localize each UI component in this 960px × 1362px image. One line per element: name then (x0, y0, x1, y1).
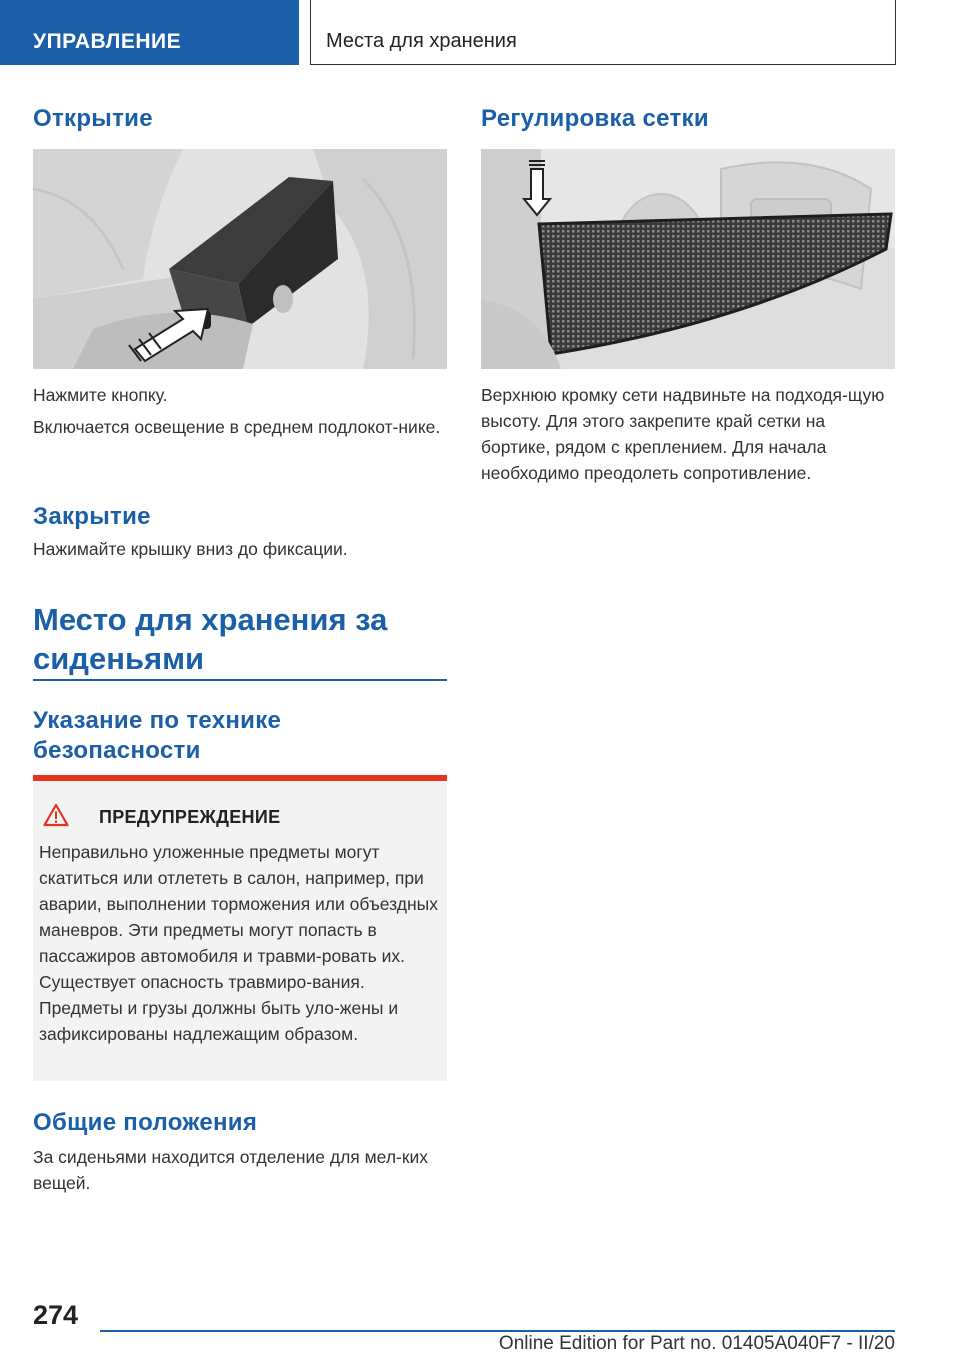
closing-heading: Закрытие (33, 503, 151, 530)
storage-heading-rule (33, 679, 447, 681)
header-chapter-box (310, 0, 896, 65)
footer-rule (100, 1330, 895, 1332)
net-photo (481, 149, 895, 369)
warning-box (33, 775, 447, 1081)
storage-heading: Место для хранения за сиденьями (33, 602, 388, 676)
closing-text-1: Нажимайте крышку вниз до фиксации. (33, 539, 348, 559)
footer-edition: Online Edition for Part no. 01405A040F7 - II/20 (498, 1333, 895, 1354)
warning-triangle-icon (43, 803, 69, 827)
net-illustration (481, 149, 895, 369)
opening-heading: Открытие (33, 105, 153, 132)
net-heading: Регулировка сетки (481, 105, 709, 132)
general-text-1: За сиденьями находится отделение для мел‐ких вещей. (33, 1147, 429, 1193)
safety-heading: Указание по технике безопасности (33, 707, 282, 764)
header-section-tab (0, 0, 299, 65)
header-section-label: УПРАВЛЕНИЕ (33, 30, 182, 53)
warning-label: ПРЕДУПРЕЖДЕНИЕ (99, 807, 281, 827)
warning-text: Неправильно уложенные предметы могут скатиться или отлететь в салон, например, при аварии, выполнении торможения или объездных маневров. Эти предметы могут попасть в пассажиров автомобиля и травми‐ровать их. Существует опасность травмиро‐вания. Предметы и грузы должны быть уло‐жены и зафиксированы надлежащим образом. (39, 842, 438, 1044)
opening-text-1: Нажмите кнопку. (33, 385, 168, 405)
page-number: 274 (33, 1300, 79, 1330)
opening-text-2: Включается освещение в среднем подлокот‐нике. (33, 417, 441, 437)
net-text-1: Верхнюю кромку сети надвиньте на подходя‐щую высоту. Для этого закрепите край сетки на бортике, рядом с креплением. Для начала необходимо преодолеть сопротивление. (481, 385, 885, 483)
armrest-illustration (33, 149, 447, 369)
armrest-photo (33, 149, 447, 369)
general-heading: Общие положения (33, 1109, 258, 1136)
header-chapter-label: Места для хранения (326, 30, 517, 52)
